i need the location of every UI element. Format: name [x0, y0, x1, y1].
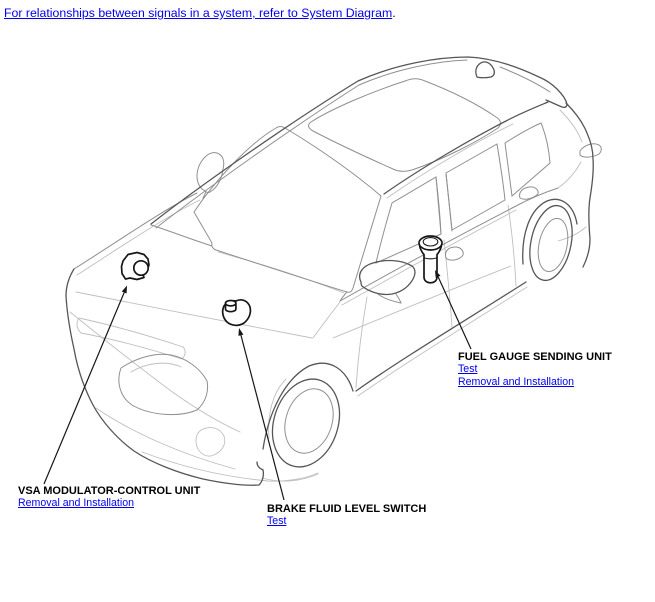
vsa-removal-installation-link[interactable]: Removal and Installation — [18, 497, 135, 510]
component-markers — [122, 236, 443, 325]
rear-tire — [524, 202, 579, 285]
front-tire — [262, 370, 351, 475]
sunroof — [309, 79, 501, 172]
left-mirror — [360, 261, 415, 295]
fuel-gauge-test-link[interactable]: Test — [458, 363, 478, 376]
brake-fluid-switch-title: BRAKE FLUID LEVEL SWITCH — [267, 503, 427, 515]
rear-door-rear-edge — [508, 205, 516, 286]
bumper-sweep-line — [70, 312, 240, 432]
brake-arrowhead — [238, 328, 243, 336]
fuel-sender-flange-inner — [423, 238, 438, 246]
headlight-lower-line — [77, 318, 185, 359]
hood-crease-line — [76, 292, 312, 338]
rear-door-window — [446, 144, 505, 230]
front-door-handle — [445, 247, 463, 260]
callout-brake-fluid-switch — [267, 503, 426, 528]
fuel-leader-line — [438, 277, 471, 349]
bumper-corner-notch — [257, 462, 263, 470]
rear-wheel-rim — [534, 216, 573, 275]
front-wheel-rim — [277, 383, 341, 460]
brake-fluid-switch-cylinder — [226, 301, 236, 312]
tailgate-crease — [560, 110, 582, 142]
drip-rail-near-parallel — [387, 124, 513, 198]
vsa-pump-motor — [134, 261, 148, 275]
shark-fin-antenna — [476, 62, 495, 78]
quarter-panel-crease — [558, 162, 581, 188]
bumper-bottom-crease — [142, 452, 318, 481]
grille-inner-line — [131, 363, 181, 372]
cowl-lower-line — [218, 252, 344, 293]
drip-rail-near — [384, 102, 548, 194]
front-door-front-edge — [356, 297, 367, 388]
callout-fuel-gauge-sender — [458, 351, 612, 388]
fog-light-pocket — [196, 428, 225, 457]
left-mirror-mount — [378, 294, 401, 303]
cowl-corner-line — [340, 292, 347, 301]
system-diagram-link[interactable]: For relationships between signals in a system, refer to System Diagram — [4, 6, 393, 20]
tailgate-rear-edge — [566, 103, 593, 267]
headlight-upper-line — [79, 318, 183, 347]
vsa-arrowhead — [122, 286, 127, 294]
fuel-gauge-removal-installation-link[interactable]: Removal and Installation — [458, 375, 575, 388]
quarter-window — [505, 123, 550, 196]
vsa-modulator-title: VSA MODULATOR-CONTROL UNIT — [18, 485, 201, 497]
callout-vsa-modulator — [18, 485, 200, 510]
sentence-period: . — [392, 6, 396, 20]
fender-to-hood-line — [313, 302, 340, 338]
brake-fluid-test-link[interactable]: Test — [267, 515, 287, 528]
rear-door-handle — [520, 187, 539, 199]
taillight — [580, 144, 601, 157]
windshield — [194, 127, 381, 293]
vsa-leader-line — [44, 293, 124, 485]
fuel-gauge-sender-title: FUEL GAUGE SENDING UNIT — [458, 351, 612, 363]
vehicle-body-light-lines — [70, 110, 586, 481]
brake-leader-line — [241, 335, 284, 500]
